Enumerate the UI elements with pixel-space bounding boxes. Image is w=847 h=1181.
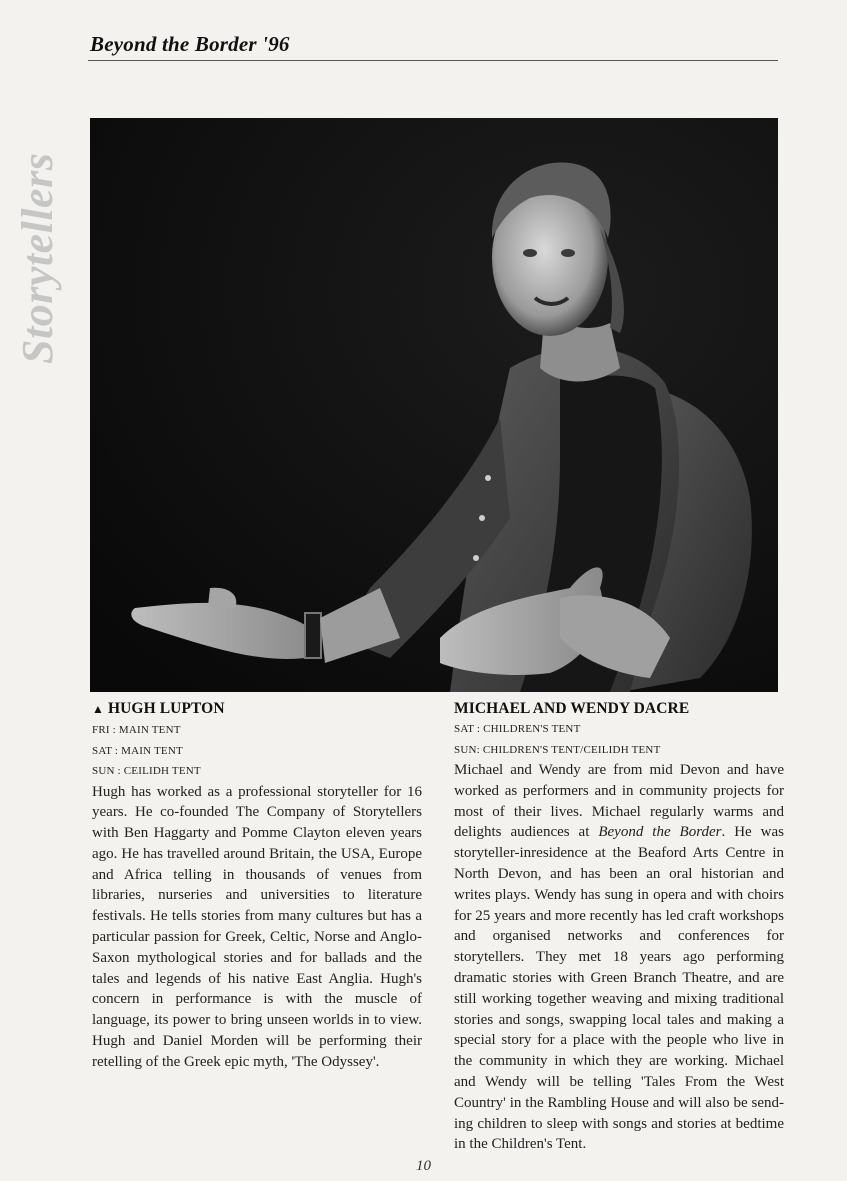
schedule-line: SUN : CEILIDH TENT [92,765,201,777]
triangle-marker-icon: ▲ [92,702,104,716]
performer-photo-icon [90,118,778,692]
column-michael-wendy-dacre [454,698,784,1155]
performer-name: MICHAEL AND WENDY DACRE [454,700,690,717]
performer-bio: Michael and Wendy are from mid Devon and have worked as performers and in community projects for most of their lives. Michael regularly warms and delights audiences at Beyond the Border. He was storyteller-inresidence at the Beaford Arts Centre in North Devon, and has been an oral historian and writes plays. Wendy has sung in opera and with choirs for 25 years and more recently has led craft workshops and organised networks and conferences for storytellers. They met 18 years ago performing dramatic stories with Green Branch Theatre, and are still working together weaving and mixing traditional stories and songs, swapping local tales and making a special story for a place with the people who live in the community in which they are working. Michael and Wendy will be telling 'Tales From the West Country' in the Rambling House and will also be sending children to sleep with songs and stories at bedtime in the Children's Tent. [454,762,784,1153]
page-number: 10 [416,1158,431,1174]
schedule-line: FRI : MAIN TENT [92,724,181,736]
schedule-line: SAT : CHILDREN'S TENT [454,723,581,735]
schedule-line: SUN: CHILDREN'S TENT/CEILIDH TENT [454,743,661,756]
section-side-label: Storytellers [13,152,62,364]
column-hugh-lupton [92,698,422,1073]
performer-photo [90,118,778,692]
header-rule [88,60,778,61]
header-title: Beyond the Border '96 [90,32,290,56]
schedule-line: SAT : MAIN TENT [92,744,183,757]
performer-bio: Hugh has worked as a professional storyteller for 16 years. He co-founded The Company of Storytellers with Ben Haggarty and Pomme Clayton eleven years ago. He has travelled around Britain, the USA, Europe and Africa telling in thousands of venues from libraries, nurseries and universities to literature festivals. He tells stories from many cultures but has a particular passion for Greek, Celtic, Norse and Anglo-Saxon mythological stories and for ballads and the tales and legends of his native East Anglia. Hugh's concern in performance is with the muscle of language, its power to bring unseen worlds in to view. Hugh and Daniel Morden will be performing their retelling of the Greek epic myth, 'The Odyssey'. [92,783,422,1070]
performer-name: ▲ HUGH LUPTON [92,700,225,717]
